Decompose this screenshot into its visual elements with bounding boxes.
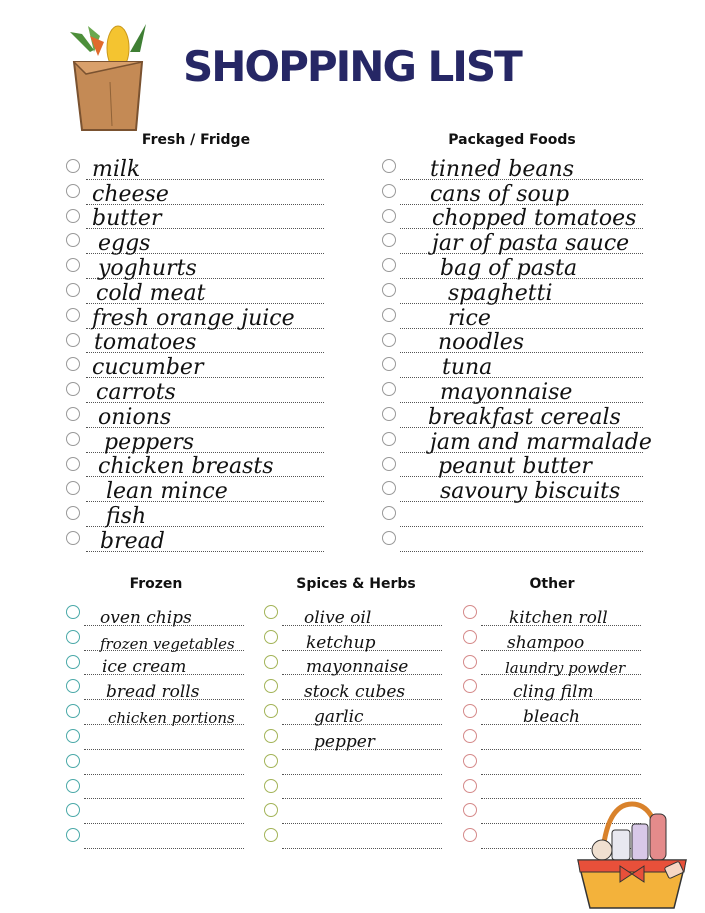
item-text: tomatoes: [94, 330, 197, 356]
fresh-list-item: [66, 478, 326, 503]
item-text: peppers: [104, 429, 195, 455]
fresh-list-item: [66, 230, 326, 255]
checkbox-circle-icon[interactable]: [264, 828, 278, 842]
item-text: mayonnaise: [306, 657, 409, 678]
item-text: stock cubes: [304, 682, 406, 703]
item-text: chopped tomatoes: [432, 206, 637, 232]
other-list-item: [463, 701, 643, 726]
packaged-list-item: [382, 206, 647, 231]
checkbox-circle-icon[interactable]: [66, 432, 80, 446]
fresh-list-item: [66, 280, 326, 305]
checkbox-circle-icon[interactable]: [463, 779, 477, 793]
checkbox-circle-icon[interactable]: [382, 357, 396, 371]
checkbox-circle-icon[interactable]: [66, 233, 80, 247]
checkbox-circle-icon[interactable]: [66, 481, 80, 495]
checkbox-circle-icon[interactable]: [264, 779, 278, 793]
item-text: spaghetti: [448, 280, 553, 306]
item-text: olive oil: [304, 607, 372, 628]
frozen-list-item: [66, 627, 246, 652]
fresh-list-item: [66, 404, 326, 429]
item-text: oven chips: [100, 607, 192, 628]
checkbox-circle-icon[interactable]: [382, 506, 396, 520]
writing-line: [84, 798, 244, 799]
checkbox-circle-icon[interactable]: [66, 283, 80, 297]
checkbox-circle-icon[interactable]: [382, 481, 396, 495]
other-list-item: [463, 751, 643, 776]
item-text: onions: [98, 404, 172, 430]
checkbox-circle-icon[interactable]: [463, 605, 477, 619]
writing-line: [84, 823, 244, 824]
checkbox-circle-icon[interactable]: [463, 679, 477, 693]
item-text: chicken breasts: [98, 454, 274, 480]
checkbox-circle-icon[interactable]: [382, 333, 396, 347]
fresh-list-item: [66, 379, 326, 404]
checkbox-circle-icon[interactable]: [66, 679, 80, 693]
shopping-basket-icon: [572, 800, 692, 910]
checkbox-circle-icon[interactable]: [264, 704, 278, 718]
item-text: fresh orange juice: [92, 305, 295, 331]
frozen-list-item: [66, 726, 246, 751]
checkbox-circle-icon[interactable]: [66, 531, 80, 545]
item-text: jam and marmalade: [430, 429, 652, 455]
packaged-list-item: [382, 330, 647, 355]
checkbox-circle-icon[interactable]: [382, 308, 396, 322]
checkbox-circle-icon[interactable]: [463, 729, 477, 743]
checkbox-circle-icon[interactable]: [264, 729, 278, 743]
item-text: eggs: [98, 231, 151, 257]
item-text: mayonnaise: [440, 379, 573, 405]
spices-list-item: [264, 701, 444, 726]
spices-list-item: [264, 627, 444, 652]
item-text: carrots: [96, 379, 176, 405]
checkbox-circle-icon[interactable]: [66, 382, 80, 396]
checkbox-circle-icon[interactable]: [66, 258, 80, 272]
checkbox-circle-icon[interactable]: [382, 233, 396, 247]
packaged-list-item: [382, 454, 647, 479]
writing-line: [400, 328, 643, 329]
item-text: bread rolls: [106, 682, 200, 703]
item-text: rice: [448, 305, 491, 331]
spices-list-item: [264, 776, 444, 801]
item-text: ice cream: [102, 657, 187, 678]
checkbox-circle-icon[interactable]: [264, 679, 278, 693]
section-heading-other: Other: [529, 576, 575, 592]
packaged-list-item: [382, 230, 647, 255]
writing-line: [282, 848, 442, 849]
checkbox-circle-icon[interactable]: [463, 655, 477, 669]
checkbox-circle-icon[interactable]: [66, 828, 80, 842]
frozen-list-item: [66, 652, 246, 677]
item-text: laundry powder: [505, 659, 626, 678]
item-text: cold meat: [96, 280, 206, 306]
frozen-list-item: [66, 701, 246, 726]
checkbox-circle-icon[interactable]: [66, 630, 80, 644]
fresh-list-item: [66, 206, 326, 231]
checkbox-circle-icon[interactable]: [66, 506, 80, 520]
checkbox-circle-icon[interactable]: [382, 432, 396, 446]
checkbox-circle-icon[interactable]: [66, 209, 80, 223]
item-text: frozen vegetables: [100, 634, 235, 653]
item-text: peanut butter: [438, 454, 592, 480]
checkbox-circle-icon[interactable]: [66, 457, 80, 471]
checkbox-circle-icon[interactable]: [66, 407, 80, 421]
packaged-list-item: [382, 305, 647, 330]
item-text: pepper: [314, 731, 375, 752]
fresh-list-item: [66, 528, 326, 553]
checkbox-circle-icon[interactable]: [66, 754, 80, 768]
spices-list-item: [264, 800, 444, 825]
writing-line: [282, 823, 442, 824]
other-list-item: [463, 676, 643, 701]
fresh-list-item: [66, 330, 326, 355]
fresh-list-item: [66, 429, 326, 454]
fresh-fridge-list: [66, 156, 326, 553]
page-title: SHOPPING LIST: [183, 42, 521, 91]
checkbox-circle-icon[interactable]: [66, 729, 80, 743]
other-list-item: [463, 776, 643, 801]
frozen-list-item: [66, 800, 246, 825]
checkbox-circle-icon[interactable]: [463, 754, 477, 768]
packaged-list-item: [382, 181, 647, 206]
item-text: kitchen roll: [509, 607, 608, 628]
writing-line: [282, 774, 442, 775]
item-text: fish: [106, 503, 147, 529]
packaged-list-item: [382, 354, 647, 379]
checkbox-circle-icon[interactable]: [264, 655, 278, 669]
item-text: cucumber: [92, 355, 204, 381]
item-text: noodles: [438, 330, 525, 356]
item-text: cans of soup: [430, 181, 570, 207]
spices-list-item: [264, 751, 444, 776]
writing-line: [400, 377, 643, 378]
writing-line: [481, 774, 641, 775]
checkbox-circle-icon[interactable]: [66, 333, 80, 347]
other-list-item: [463, 726, 643, 751]
item-text: milk: [92, 156, 141, 182]
frozen-list-item: [66, 751, 246, 776]
checkbox-circle-icon[interactable]: [66, 704, 80, 718]
spices-list-item: [264, 602, 444, 627]
frozen-list: [66, 602, 246, 850]
checkbox-circle-icon[interactable]: [463, 630, 477, 644]
other-list-item: [463, 652, 643, 677]
fresh-list-item: [66, 156, 326, 181]
fresh-list-item: [66, 454, 326, 479]
fresh-list-item: [66, 255, 326, 280]
item-text: yoghurts: [98, 255, 197, 281]
section-heading-fresh: Fresh / Fridge: [141, 132, 251, 148]
packaged-list-item: [382, 156, 647, 181]
checkbox-circle-icon[interactable]: [66, 184, 80, 198]
packaged-list-item: [382, 280, 647, 305]
spices-list-item: [264, 825, 444, 850]
spices-list-item: [264, 652, 444, 677]
frozen-list-item: [66, 825, 246, 850]
checkbox-circle-icon[interactable]: [463, 803, 477, 817]
checkbox-circle-icon[interactable]: [66, 655, 80, 669]
grocery-bag-icon: [60, 22, 155, 137]
writing-line: [400, 551, 643, 552]
item-text: tuna: [442, 355, 493, 381]
fresh-list-item: [66, 181, 326, 206]
packaged-list-item: [382, 478, 647, 503]
checkbox-circle-icon[interactable]: [382, 382, 396, 396]
packaged-list-item: [382, 379, 647, 404]
item-text: cling film: [513, 682, 594, 703]
item-text: breakfast cereals: [428, 404, 621, 430]
item-text: bread: [100, 528, 165, 554]
checkbox-circle-icon[interactable]: [463, 828, 477, 842]
frozen-list-item: [66, 602, 246, 627]
writing-line: [400, 526, 643, 527]
checkbox-circle-icon[interactable]: [382, 283, 396, 297]
checkbox-circle-icon[interactable]: [66, 605, 80, 619]
writing-line: [282, 798, 442, 799]
checkbox-circle-icon[interactable]: [264, 754, 278, 768]
item-text: shampoo: [507, 632, 585, 653]
spices-list-item: [264, 676, 444, 701]
writing-line: [481, 749, 641, 750]
checkbox-circle-icon[interactable]: [382, 209, 396, 223]
packaged-list-item: [382, 255, 647, 280]
item-text: chicken portions: [108, 708, 235, 727]
checkbox-circle-icon[interactable]: [264, 605, 278, 619]
item-text: tinned beans: [430, 156, 574, 182]
checkbox-circle-icon[interactable]: [66, 159, 80, 173]
checkbox-circle-icon[interactable]: [382, 407, 396, 421]
item-text: savoury biscuits: [440, 479, 621, 505]
checkbox-circle-icon[interactable]: [382, 531, 396, 545]
checkbox-circle-icon[interactable]: [382, 184, 396, 198]
writing-line: [84, 774, 244, 775]
item-text: cheese: [92, 181, 169, 207]
checkbox-circle-icon[interactable]: [66, 357, 80, 371]
checkbox-circle-icon[interactable]: [66, 803, 80, 817]
packaged-list-item: [382, 528, 647, 553]
spices-herbs-list: [264, 602, 444, 850]
fresh-list-item: [66, 305, 326, 330]
writing-line: [84, 848, 244, 849]
checkbox-circle-icon[interactable]: [66, 779, 80, 793]
item-text: bag of pasta: [440, 255, 578, 281]
packaged-list-item: [382, 503, 647, 528]
writing-line: [84, 749, 244, 750]
checkbox-circle-icon[interactable]: [463, 704, 477, 718]
item-text: jar of pasta sauce: [432, 231, 630, 257]
checkbox-circle-icon[interactable]: [66, 308, 80, 322]
item-text: ketchup: [306, 632, 376, 653]
checkbox-circle-icon[interactable]: [264, 803, 278, 817]
fresh-list-item: [66, 503, 326, 528]
other-list-item: [463, 602, 643, 627]
section-heading-frozen: Frozen: [129, 576, 183, 592]
section-heading-packaged: Packaged Foods: [448, 132, 576, 148]
item-text: bleach: [523, 706, 580, 727]
packaged-list-item: [382, 404, 647, 429]
packaged-foods-list: [382, 156, 652, 553]
frozen-list-item: [66, 776, 246, 801]
spices-list-item: [264, 726, 444, 751]
item-text: butter: [92, 206, 162, 232]
checkbox-circle-icon[interactable]: [382, 258, 396, 272]
packaged-list-item: [382, 429, 652, 455]
checkbox-circle-icon[interactable]: [264, 630, 278, 644]
checkbox-circle-icon[interactable]: [382, 457, 396, 471]
other-list-item: [463, 627, 643, 652]
item-text: lean mince: [106, 479, 228, 505]
item-text: garlic: [314, 706, 364, 727]
fresh-list-item: [66, 354, 326, 379]
checkbox-circle-icon[interactable]: [382, 159, 396, 173]
section-heading-spices: Spices & Herbs: [296, 576, 416, 592]
frozen-list-item: [66, 676, 246, 701]
